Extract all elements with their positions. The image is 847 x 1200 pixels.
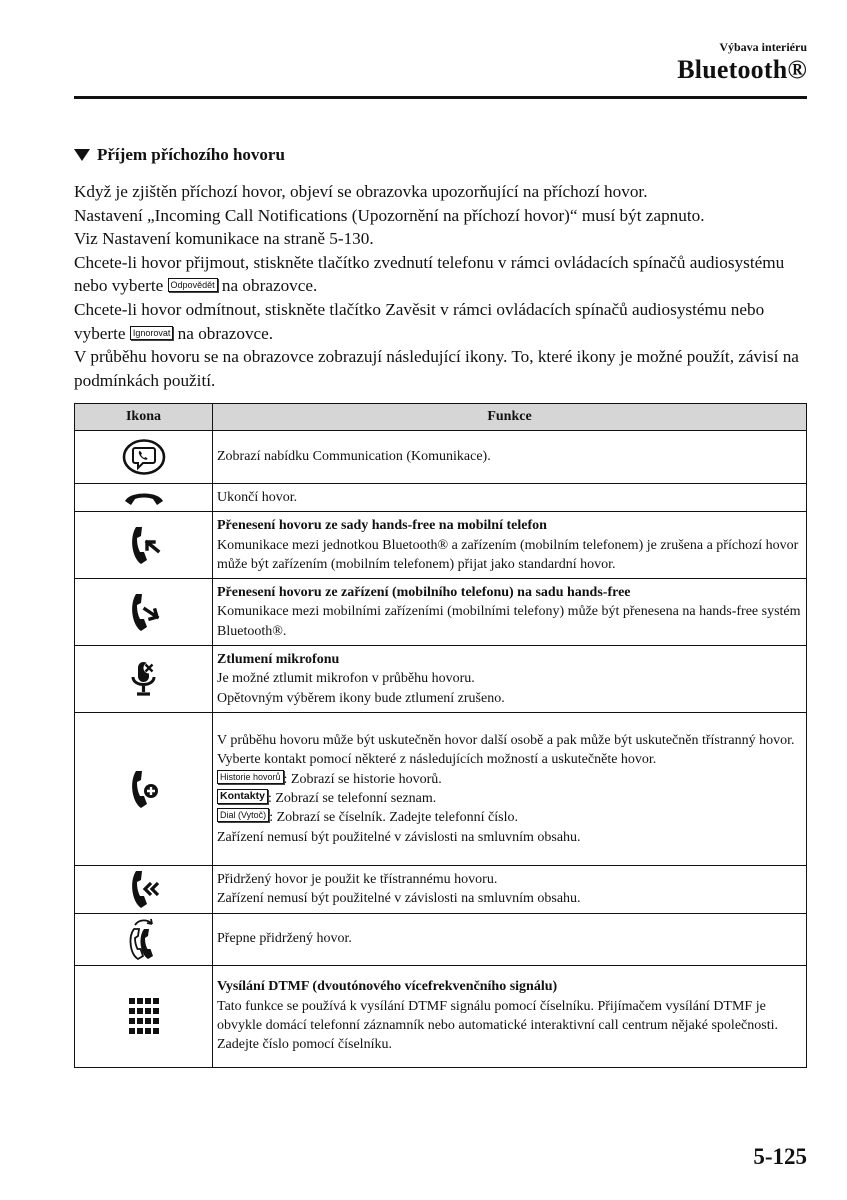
icon-table — [74, 403, 807, 1068]
ignore-button[interactable]: Ignorovat — [130, 326, 174, 340]
table-row — [75, 913, 807, 965]
function-description: Tato funkce se používá k vysílání DTMF signálu pomocí číselníku. Přijímačem vysílání DTMF je obvykle domácí telefonní záznamník nebo automatické interaktivní call centrum nějaké společnosti. — [217, 998, 778, 1034]
function-description: Komunikace mezi mobilními zařízeními (mobilními telefony) může být přenesena na hands-free systém Bluetooth®. — [217, 604, 801, 639]
transfer-to-handsfree-icon — [126, 591, 162, 633]
function-description-2: Opětovným výběrem ikony bude ztlumení zrušeno. — [217, 690, 505, 706]
paragraph-answer — [74, 251, 814, 298]
function-description-2: Zadejte číslo pomocí číselníku. — [217, 1037, 392, 1053]
paragraph-setting: Nastavení „Incoming Call Notifications (Upozornění na příchozí hovor)“ musí být zapnuto. — [74, 205, 705, 225]
table-row — [75, 579, 807, 646]
table-row — [75, 646, 807, 713]
table-row — [75, 431, 807, 484]
table-row — [75, 512, 807, 579]
function-description: Komunikace mezi jednotkou Bluetooth® a zařízením (mobilním telefonem) je zrušena a příchozí hovor může být zařízením (mobilním telefonem) přijat jako standardní hovor. — [217, 537, 799, 572]
triangle-marker-icon — [74, 149, 90, 161]
page-number: 5-125 — [753, 1144, 807, 1169]
transfer-to-phone-icon — [126, 524, 162, 566]
paragraph-icons-intro: V průběhu hovoru se na obrazovce zobrazují následující ikony. To, které ikony je možné použít, závisí na podmínkách použití. — [74, 347, 799, 390]
table-row — [75, 865, 807, 913]
option-contacts — [217, 789, 801, 808]
column-header-function: Funkce — [213, 404, 807, 431]
call-history-button[interactable]: Historie hovorů — [217, 770, 284, 784]
communication-icon — [122, 438, 166, 476]
function-description: V průběhu hovoru může být uskutečněn hovor další osobě a pak může být uskutečněn třístranný hovor. Vyberte kontakt pomocí některé z následujících možností a uskutečněte hovor. — [217, 733, 795, 768]
function-text: Zobrazí nabídku Communication (Komunikace). — [213, 431, 807, 484]
function-description-2: Zařízení nemusí být použitelné v závislosti na smluvním obsahu. — [217, 891, 581, 907]
answer-text-end: na obrazovce. — [221, 276, 318, 296]
body-text — [74, 180, 814, 392]
paragraph-incoming: Když je zjištěn příchozí hovor, objeví se obrazovka upozorňující na příchozí hovor. — [74, 182, 648, 201]
option-contacts-text: : Zobrazí se telefonní seznam. — [267, 790, 437, 806]
function-text: Přepne přidržený hovor. — [213, 913, 807, 965]
function-title: Přenesení hovoru ze zařízení (mobilního telefonu) na sadu hands-free — [217, 585, 631, 601]
answer-text: Chcete-li hovor přijmout, stiskněte tlačítko zvednutí telefonu v rámci ovládacích spínačů audiosystému nebo vyberte — [74, 252, 785, 296]
swap-call-icon — [126, 916, 162, 962]
table-header-row — [75, 404, 807, 431]
table-row — [75, 484, 807, 512]
reject-text: Chcete-li hovor odmítnout, stiskněte tlačítko Zavěsit v rámci ovládacích spínačů audiosystému nebo vyberte — [74, 299, 765, 343]
contacts-button[interactable]: Kontakty — [217, 789, 268, 804]
function-title: Vysílání DTMF (dvoutónového vícefrekvenčního signálu) — [217, 979, 558, 995]
paragraph-reference: Viz Nastavení komunikace na straně 5-130. — [74, 229, 374, 249]
option-history — [217, 770, 801, 789]
column-header-icon: Ikona — [75, 404, 213, 431]
merge-call-icon — [126, 868, 162, 910]
function-title: Ztlumení mikrofonu — [217, 652, 340, 668]
function-description-2: Zařízení nemusí být použitelné v závislosti na smluvním obsahu. — [217, 829, 581, 845]
option-history-text: : Zobrazí se historie hovorů. — [283, 771, 442, 787]
section-heading-text: Příjem příchozího hovoru — [97, 145, 285, 164]
function-description: Je možné ztlumit mikrofon v průběhu hovoru. — [217, 671, 475, 687]
section-heading — [74, 145, 285, 165]
table-row — [75, 965, 807, 1067]
function-text: Ukončí hovor. — [213, 484, 807, 512]
add-call-icon — [126, 768, 162, 810]
header-divider — [74, 96, 807, 99]
mute-microphone-icon — [128, 658, 160, 700]
hang-up-icon — [122, 488, 166, 508]
function-description: Přidržený hovor je použit ke třístrannému hovoru. — [217, 871, 498, 887]
function-title: Přenesení hovoru ze sady hands-free na mobilní telefon — [217, 518, 547, 534]
option-dial-text: : Zobrazí se číselník. Zadejte telefonní číslo. — [269, 810, 518, 826]
page-title: Bluetooth® — [677, 55, 807, 84]
paragraph-reject — [74, 298, 814, 345]
table-row — [75, 712, 807, 865]
section-label: Výbava interiéru — [719, 40, 807, 54]
dial-button[interactable]: Dial (Vytoč) — [217, 808, 269, 822]
dtmf-keypad-icon — [129, 998, 159, 1034]
option-dial — [217, 808, 801, 827]
answer-button[interactable]: Odpovědět — [168, 278, 218, 292]
reject-text-end: na obrazovce. — [177, 323, 274, 343]
